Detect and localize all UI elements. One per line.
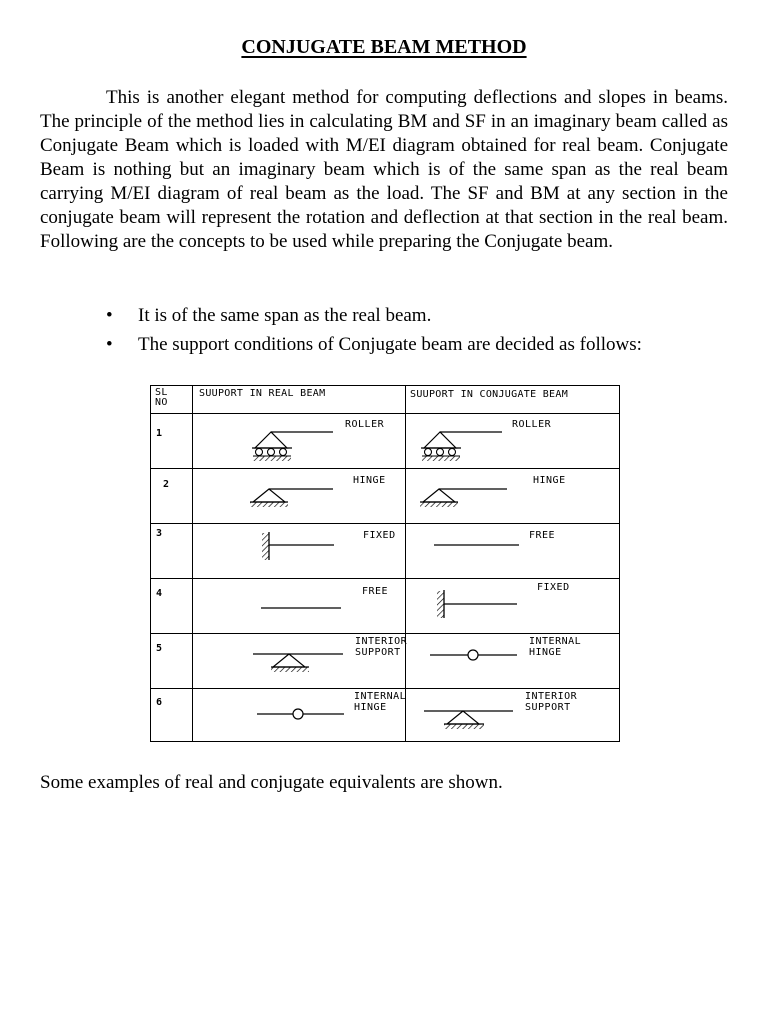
table-row xyxy=(151,469,620,524)
real-support-cell xyxy=(193,634,406,689)
real-support-cell xyxy=(193,689,406,742)
conjugate-support-cell xyxy=(406,689,620,742)
support-label: INTERNAL HINGE xyxy=(354,691,407,713)
real-support-cell xyxy=(193,469,406,524)
header-cell: SL NO xyxy=(151,386,193,414)
table-row xyxy=(151,524,620,579)
support-label: FIXED xyxy=(363,530,396,541)
table-row xyxy=(151,689,620,742)
conjugate-support-cell xyxy=(406,634,620,689)
row-number-cell: 2 xyxy=(151,469,193,524)
row-number-cell: 5 xyxy=(151,634,193,689)
bullet-icon: • xyxy=(106,334,113,355)
fixed-support-icon xyxy=(406,579,620,634)
real-support-cell xyxy=(193,524,406,579)
header-cell: SUUPORT IN CONJUGATE BEAM xyxy=(406,386,620,414)
real-support-cell xyxy=(193,414,406,469)
bullet-icon: • xyxy=(106,305,113,326)
header-cell: SUUPORT IN REAL BEAM xyxy=(193,386,406,414)
page-title: CONJUGATE BEAM METHOD xyxy=(241,36,527,58)
table-header-row xyxy=(151,386,620,414)
conjugate-support-cell xyxy=(406,524,620,579)
hinge-support-icon xyxy=(406,469,620,524)
support-label: HINGE xyxy=(533,475,566,486)
footer-text: Some examples of real and conjugate equivalents are shown. xyxy=(40,772,503,793)
support-label: INTERIOR SUPPORT xyxy=(355,636,408,658)
real-support-cell xyxy=(193,579,406,634)
row-number-cell: 4 xyxy=(151,579,193,634)
conjugate-support-cell xyxy=(406,579,620,634)
support-label: FREE xyxy=(529,530,556,541)
conjugate-support-cell xyxy=(406,414,620,469)
row-number-cell: 3 xyxy=(151,524,193,579)
support-label: FREE xyxy=(362,586,389,597)
row-number-cell: 6 xyxy=(151,689,193,742)
support-label: HINGE xyxy=(353,475,386,486)
support-conditions-table xyxy=(150,385,620,742)
row-number-cell: 1 xyxy=(151,414,193,469)
intro-paragraph: This is another elegant method for computing deflections and slopes in beams. The principle of the method lies in calculating BM and SF in an imaginary beam called as Conjugate Beam which is loaded with M/EI diagram obtained for real beam. Conjugate Beam is nothing but an imaginary beam which is of the same span as the real beam carrying M/EI diagram of real beam as the load. The SF and BM at any section in the conjugate beam will represent the rotation and deflection at that section in the real beam. Following are the concepts to be used while preparing the Conjugate beam. xyxy=(40,87,728,252)
conjugate-support-cell xyxy=(406,469,620,524)
bullet-item: • The support conditions of Conjugate beam are decided as follows: xyxy=(106,334,642,355)
support-label: INTERIOR SUPPORT xyxy=(525,691,578,713)
bullet-item: • It is of the same span as the real beam. xyxy=(106,305,432,326)
support-label: ROLLER xyxy=(345,419,385,430)
support-label: ROLLER xyxy=(512,419,552,430)
table-row xyxy=(151,634,620,689)
table-row xyxy=(151,579,620,634)
support-label: INTERNAL HINGE xyxy=(529,636,582,658)
bullet-list xyxy=(40,304,642,362)
table-row xyxy=(151,414,620,469)
free-end-icon xyxy=(406,524,620,579)
support-label: FIXED xyxy=(537,582,570,593)
